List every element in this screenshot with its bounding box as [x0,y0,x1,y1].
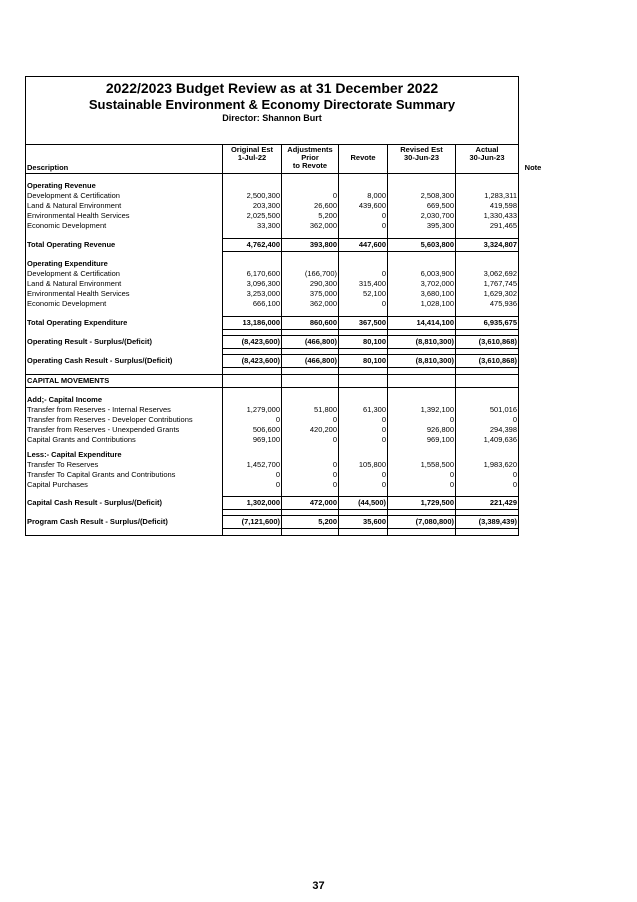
cell-revote: 0 [381,425,386,434]
cell-adjust: 0 [332,460,337,469]
total-rule [282,251,338,252]
col-divider-6 [518,144,519,536]
row-label: Program Cash Result - Surplus/(Deficit) [27,517,168,526]
cell-original: 1,452,700 [246,460,280,469]
total-rule [339,367,387,368]
row-label: Operating Result - Surplus/(Deficit) [27,337,153,346]
row-label: Development & Certification [27,191,120,200]
cell-revote: 35,600 [363,517,386,526]
total-rule [223,354,281,355]
cell-revote: 105,800 [358,460,386,469]
cell-original: 13,186,000 [242,318,280,327]
cell-adjust: (466,800) [304,356,337,365]
page-number: 37 [312,880,325,892]
cell-revised: 1,729,500 [420,498,454,507]
cell-actual: 501,016 [489,405,517,414]
cell-actual: 294,398 [489,425,517,434]
total-rule [456,354,518,355]
capital-header-line [25,387,519,388]
total-rule [339,335,387,336]
row-label: Operating Expenditure [27,259,108,268]
cell-actual: 1,330,433 [483,211,517,220]
cell-original: 33,300 [257,221,280,230]
total-rule [282,348,338,349]
cell-revote: 0 [381,470,386,479]
total-rule [223,348,281,349]
cell-revised: 3,702,000 [420,279,454,288]
row-label: Operating Cash Result - Surplus/(Deficit) [27,356,173,365]
cell-actual: (3,610,868) [478,337,517,346]
row-label: Transfer from Reserves - Unexpended Grants [27,425,180,434]
cell-adjust: 5,200 [318,517,337,526]
report-title: 2022/2023 Budget Review as at 31 December 2022 [105,80,439,96]
header-adjust-line1: Adjustments [287,145,333,154]
total-rule [339,515,387,516]
cell-revote: 0 [381,415,386,424]
col-divider-5 [455,144,456,536]
cell-actual: (3,389,439) [478,517,517,526]
total-rule [456,316,518,317]
col-divider-4 [387,144,388,536]
total-rule [223,515,281,516]
cell-actual: (3,610,868) [478,356,517,365]
cell-actual: 1,767,745 [483,279,517,288]
cell-revised: 926,800 [426,425,454,434]
cell-original: 666,100 [252,299,280,308]
header-original [223,146,281,162]
cell-revote: 439,600 [358,201,386,210]
cell-revised: (8,810,300) [415,337,454,346]
row-label: Environmental Health Services [27,289,130,298]
capital-section-line [25,374,519,375]
cell-original: 2,500,300 [246,191,280,200]
total-rule [456,348,518,349]
cell-actual: 0 [512,415,517,424]
cell-original: 3,253,000 [246,289,280,298]
cell-adjust: (466,800) [304,337,337,346]
director-line: Director: Shannon Burt [222,113,322,123]
total-rule [223,496,281,497]
cell-original: 3,096,300 [246,279,280,288]
cell-adjust: 0 [332,480,337,489]
cell-revote: 52,100 [363,289,386,298]
cell-revised: 395,300 [426,221,454,230]
cell-original: 969,100 [252,435,280,444]
cell-original: 1,302,000 [246,498,280,507]
row-label: Land & Natural Environment [27,279,122,288]
total-rule [282,496,338,497]
cell-adjust: 393,800 [309,240,337,249]
cell-revised: 669,500 [426,201,454,210]
cell-original: 4,762,400 [246,240,280,249]
total-rule [282,238,338,239]
cell-adjust: 362,000 [309,299,337,308]
total-rule [388,238,455,239]
total-rule [388,367,455,368]
row-label: Add;- Capital Income [27,395,103,404]
cell-revote: 80,100 [363,356,386,365]
cell-original: 1,279,000 [246,405,280,414]
cell-revised: 969,100 [426,435,454,444]
total-rule [223,251,281,252]
cell-actual: 3,324,807 [483,240,517,249]
row-label: Capital Purchases [27,480,88,489]
cell-actual: 0 [512,480,517,489]
total-rule [388,354,455,355]
total-rule [223,329,281,330]
header-original-line1: Original Est [230,145,274,154]
header-adjustments [282,146,338,170]
cell-revote: 61,300 [363,405,386,414]
total-rule [456,509,518,510]
cell-revote: 8,000 [367,191,386,200]
total-rule [223,367,281,368]
header-bottom-line [25,173,519,174]
row-label: Development & Certification [27,269,120,278]
cell-original: 0 [275,415,280,424]
total-rule [388,515,455,516]
total-rule [456,329,518,330]
cell-actual: 3,062,692 [483,269,517,278]
total-rule [339,348,387,349]
cell-adjust: 51,800 [314,405,337,414]
header-revised-line1: Revised Est [400,145,443,154]
cell-revised: (8,810,300) [415,356,454,365]
row-label: Economic Development [27,221,107,230]
cell-actual: 1,629,302 [483,289,517,298]
cell-adjust: 0 [332,470,337,479]
cell-original: (8,423,600) [241,356,280,365]
cell-revote: 0 [381,480,386,489]
header-actual-line2: 30-Jun-23 [469,153,505,162]
total-rule [282,528,338,529]
cell-revised: 1,558,500 [420,460,454,469]
cell-adjust: 0 [332,435,337,444]
total-rule [339,528,387,529]
row-label: Total Operating Revenue [27,240,116,249]
cell-adjust: 362,000 [309,221,337,230]
total-rule [223,238,281,239]
row-label: Environmental Health Services [27,211,130,220]
header-adjust-line3: to Revote [292,161,328,170]
cell-revote: (44,500) [358,498,386,507]
cell-revised: 0 [449,480,454,489]
cell-original: 2,025,500 [246,211,280,220]
total-rule [339,251,387,252]
header-actual-line1: Actual [475,145,499,154]
cell-revised: 6,003,900 [420,269,454,278]
total-rule [388,528,455,529]
cell-original: 0 [275,480,280,489]
total-rule [456,238,518,239]
total-rule [388,251,455,252]
header-adjust-line2: Prior [301,153,319,162]
cell-original: (8,423,600) [241,337,280,346]
total-rule [282,354,338,355]
cell-adjust: 26,600 [314,201,337,210]
cell-revote: 0 [381,269,386,278]
total-rule [339,509,387,510]
total-rule [388,509,455,510]
cell-adjust: 290,300 [309,279,337,288]
cell-revised: 3,680,100 [420,289,454,298]
cell-revote: 0 [381,211,386,220]
row-label: Land & Natural Environment [27,201,122,210]
cell-adjust: 860,600 [309,318,337,327]
cell-original: 203,300 [252,201,280,210]
total-rule [456,496,518,497]
cell-adjust: 5,200 [318,211,337,220]
row-label: Transfer To Capital Grants and Contributions [27,470,176,479]
cell-adjust: 0 [332,415,337,424]
total-rule [388,335,455,336]
total-rule [282,515,338,516]
cell-adjust: 420,200 [309,425,337,434]
row-label: Capital Grants and Contributions [27,435,136,444]
cell-revote: 0 [381,221,386,230]
cell-revised: (7,080,800) [415,517,454,526]
cell-revised: 14,414,100 [416,318,454,327]
cell-adjust: (166,700) [304,269,337,278]
cell-revote: 315,400 [358,279,386,288]
total-rule [282,509,338,510]
cell-actual: 221,429 [489,498,517,507]
header-description: Description [27,163,69,172]
total-rule [339,496,387,497]
row-label: Total Operating Expenditure [27,318,128,327]
total-rule [388,496,455,497]
header-actual [456,146,518,162]
total-rule [339,354,387,355]
cell-original: 0 [275,470,280,479]
cell-revised: 5,603,800 [420,240,454,249]
cell-actual: 1,983,620 [483,460,517,469]
cell-revised: 2,508,300 [420,191,454,200]
row-label: Less:- Capital Expenditure [27,450,122,459]
cell-actual: 0 [512,470,517,479]
cell-revote: 367,500 [358,318,386,327]
total-rule [388,348,455,349]
row-label: Operating Revenue [27,181,96,190]
total-rule [223,335,281,336]
col-divider-2 [281,144,282,536]
cell-adjust: 0 [332,191,337,200]
cell-revised: 1,028,100 [420,299,454,308]
cell-actual: 1,283,311 [484,191,517,200]
col-divider-1 [222,144,223,536]
total-rule [456,251,518,252]
cell-actual: 1,409,636 [483,435,517,444]
header-note: Note [524,163,542,172]
row-label: Transfer from Reserves - Developer Contributions [27,415,193,424]
cell-revote: 0 [381,435,386,444]
total-rule [282,335,338,336]
header-revised [388,146,455,162]
total-rule [388,329,455,330]
cell-actual: 419,598 [489,201,517,210]
total-rule [456,335,518,336]
cell-adjust: 472,000 [309,498,337,507]
total-rule [223,528,281,529]
row-label: Capital Cash Result - Surplus/(Deficit) [27,498,163,507]
total-rule [282,367,338,368]
total-rule [282,329,338,330]
total-rule [339,316,387,317]
cell-original: 6,170,600 [246,269,280,278]
header-original-line2: 1-Jul-22 [237,153,267,162]
cell-actual: 291,465 [489,221,517,230]
total-rule [223,509,281,510]
col-divider-3 [338,144,339,536]
cell-adjust: 375,000 [309,289,337,298]
cell-original: 506,600 [252,425,280,434]
cell-actual: 6,935,675 [483,318,517,327]
row-label: Transfer To Reserves [27,460,99,469]
cell-revised: 1,392,100 [420,405,454,414]
header-revised-line2: 30-Jun-23 [403,153,439,162]
cell-revote: 447,600 [358,240,386,249]
cell-revised: 2,030,700 [420,211,454,220]
row-label: Economic Development [27,299,107,308]
total-rule [339,238,387,239]
cell-original: (7,121,600) [241,517,280,526]
row-label: Transfer from Reserves - Internal Reserves [27,405,171,414]
total-rule [456,528,518,529]
cell-revised: 0 [449,415,454,424]
row-label: CAPITAL MOVEMENTS [27,376,110,385]
cell-revote: 80,100 [363,337,386,346]
total-rule [339,329,387,330]
total-rule [456,367,518,368]
total-rule [223,316,281,317]
cell-actual: 475,936 [489,299,517,308]
total-rule [282,316,338,317]
total-rule [388,316,455,317]
cell-revised: 0 [449,470,454,479]
report-subtitle: Sustainable Environment & Economy Directorate Summary [88,97,456,112]
total-rule [456,515,518,516]
cell-revote: 0 [381,299,386,308]
header-revote: Revote [350,153,376,162]
